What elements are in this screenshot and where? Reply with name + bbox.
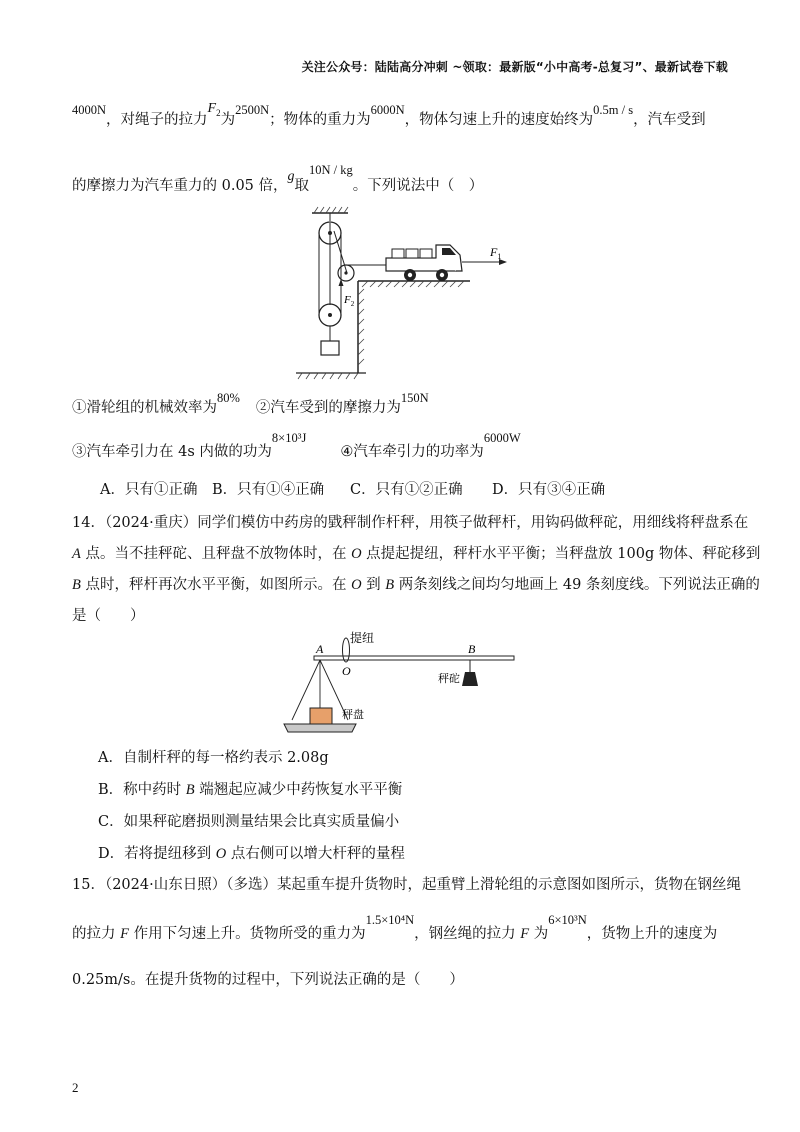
q14-line-4: 是（ ） bbox=[72, 608, 145, 624]
q14-line-2: A 点。当不挂秤砣、且秤盘不放物体时，在 O 点提起提纽，秤杆水平平衡；当秤盘放 100g 物体、秤砣移到 bbox=[72, 546, 761, 562]
steelyard-figure bbox=[280, 626, 520, 738]
q14-option-a[interactable]: A．自制杆秤的每一格约表示 2.08g bbox=[98, 750, 329, 766]
f2-label: $F_2$ bbox=[344, 294, 355, 308]
q13-line-1: 4000N，对绳子的拉力$F_2$为2500N；物体的重力为6000N，物体匀速上升的速度始终为0.5m / s，汽车受到 bbox=[72, 101, 706, 128]
point-b-label: B bbox=[468, 642, 476, 656]
q15-line-2: 的拉力 F 作用下匀速上升。货物所受的重力为1.5×10⁴N，钢丝绳的拉力 F 为6×10³N，货物上升的速度为 bbox=[72, 913, 718, 942]
point-o-label: O bbox=[342, 664, 351, 678]
page-number: 2 bbox=[72, 1080, 79, 1095]
pulley-truck-figure bbox=[290, 205, 520, 380]
q15-line-3: 0.25m/s。在提升货物的过程中，下列说法正确的是（ ） bbox=[72, 972, 464, 988]
point-a-label: A bbox=[316, 642, 324, 656]
q15-line-1: 15．（2024·山东日照）（多选）某起重车提升货物时，起重臂上滑轮组的示意图如图所示，货物在钢丝绳 bbox=[72, 877, 741, 893]
f1-label: $F_1$ bbox=[490, 245, 502, 261]
q13-statements-2: ③汽车牵引力在 4s 内做的功为8×10³J④汽车牵引力的功率为6000W bbox=[72, 431, 521, 460]
q14-option-b[interactable]: B．称中药时 B 端翘起应减少中药恢复水平平衡 bbox=[98, 782, 403, 798]
q13-option-b[interactable]: B．只有①④正确 bbox=[212, 482, 325, 498]
page-header: 关注公众号：陆陆高分冲刺 ~领取：最新版“小中高考-总复习”、最新试卷下载 bbox=[301, 60, 728, 74]
q14-option-d[interactable]: D．若将提纽移到 O 点右侧可以增大杆秤的量程 bbox=[98, 846, 405, 862]
q14-option-c[interactable]: C．如果秤砣磨损则测量结果会比真实质量偏小 bbox=[98, 814, 400, 830]
q14-line-3: B 点时，秤杆再次水平平衡，如图所示。在 O 到 B 两条刻线之间均匀地画上 49 条刻度线。下列说法正确的 bbox=[72, 577, 760, 593]
q13-line-2: 的摩擦力为汽车重力的 0.05 倍，g取10N / kg。下列说法中（ ） bbox=[72, 163, 484, 194]
q13-option-d[interactable]: D．只有③④正确 bbox=[492, 482, 606, 498]
q14-line-1: 14．（2024·重庆）同学们模仿中药房的戥秤制作杆秤，用筷子做秤杆，用钩码做秤砣，用细线将秤盘系在 bbox=[72, 515, 749, 531]
q13-statements-1: ①滑轮组的机械效率为80%②汽车受到的摩擦力为150N bbox=[72, 391, 429, 416]
q13-option-a[interactable]: A．只有①正确 bbox=[100, 482, 198, 498]
chengpan-label: 秤盘 bbox=[342, 709, 364, 721]
q13-option-c[interactable]: C．只有①②正确 bbox=[350, 482, 463, 498]
chengtuo-label: 秤砣 bbox=[438, 673, 460, 685]
tizu-label: 提纽 bbox=[350, 631, 375, 645]
